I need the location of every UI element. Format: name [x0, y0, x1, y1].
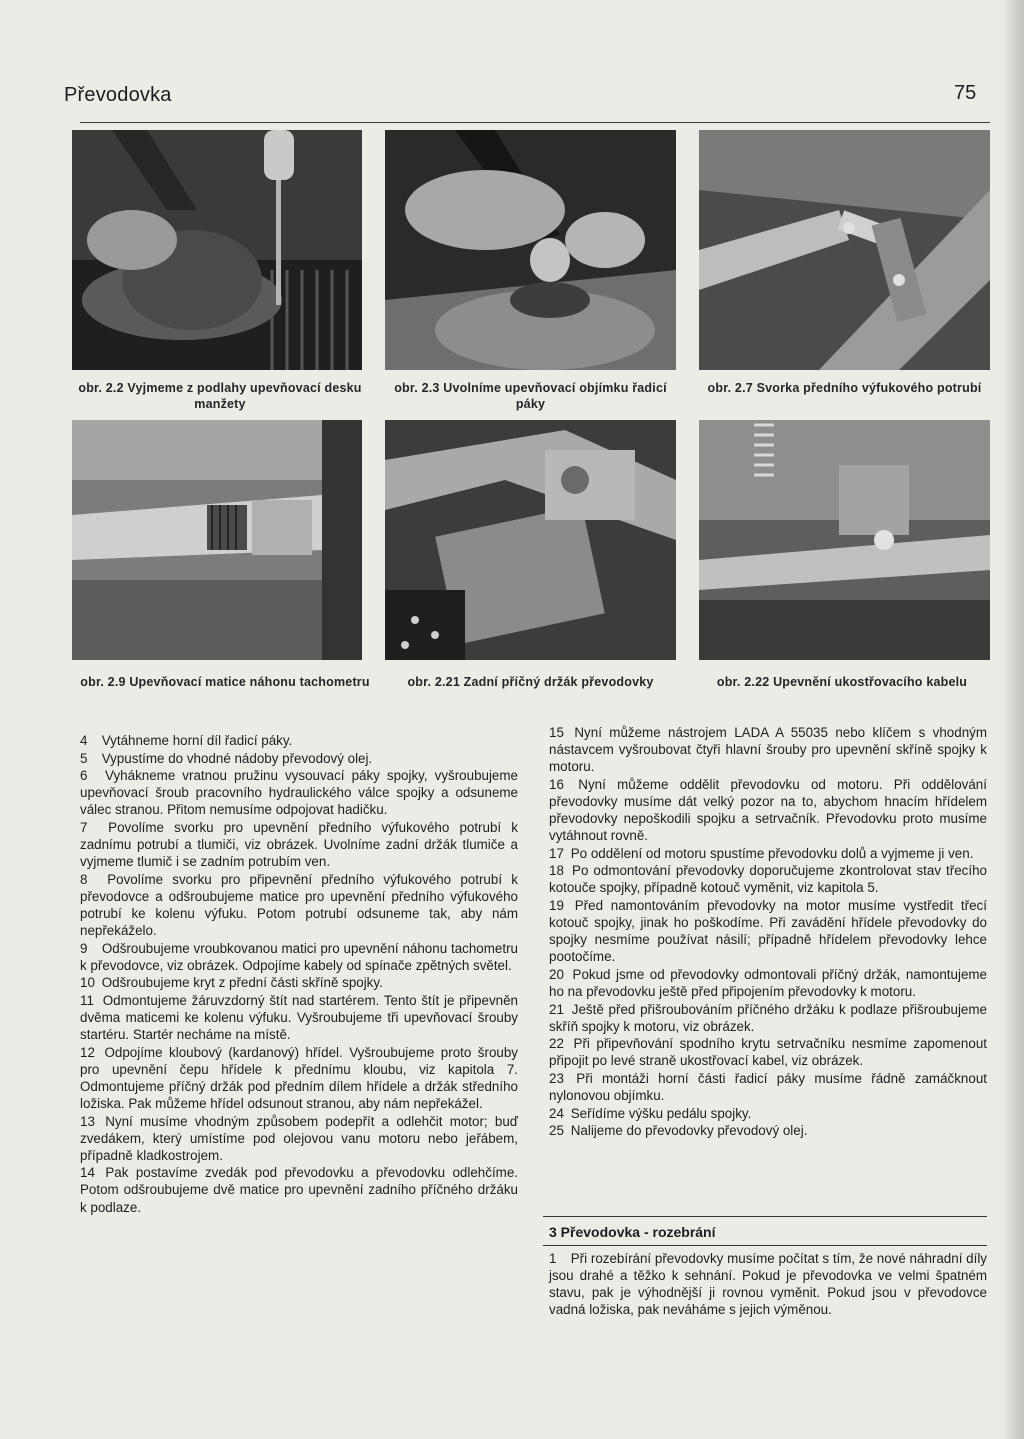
step-paragraph: 20 Pokud jsme od převodovky odmontovali příčný držák, namontujeme ho na převodovku ještě před připojením převodovky k motoru. — [549, 966, 987, 999]
photo-fig-2-22 — [699, 420, 990, 660]
step-paragraph: 13 Nyní musíme vhodným způsobem podepřít a odlehčit motor; buď zvedákem, který umístíme pod olejovou vanu motoru nebo jeřábem, případně kladkostrojem. — [80, 1113, 518, 1163]
step-paragraph: 6 Vyhákneme vratnou pružinu vysouvací páky spojky, vyšroubujeme upevňovací šroub pracovního hydraulického válce spojky a odsuneme válec stranou. Přitom nemusíme odpojovat hadičku. — [80, 768, 518, 818]
step-paragraph: 11 Odmontujeme žáruvzdorný štít nad startérem. Tento štít je připevněn dvěma maticemi ke kolenu výfuku. Vyšroubujeme tři upevňovací šrouby startéru. Startér necháme na místě. — [80, 992, 518, 1043]
step-paragraph: 23 Při montáži horní části řadicí páky musíme řádně zamáčknout nylonovou objímku. — [549, 1070, 987, 1103]
photo-fig-2-9 — [72, 420, 362, 660]
right-text-column — [549, 724, 987, 1140]
page-number: 75 — [954, 82, 977, 104]
page-edge-shadow — [1002, 0, 1024, 1439]
section-paragraph: 1 Při rozebírání převodovky musíme počítat s tím, že nové náhradní díly jsou drahé a těžko k sehnání. Pokud je převodovka ve velmi špatném stavu, pak je výhodnější ji rovnou vyměnit. Pokud jsou v převodovce vadná ložiska, pak neváháme s jejich výměnou. — [549, 1251, 987, 1318]
caption-fig-2-3: obr. 2.3 Uvolníme upevňovací objímku řadicí páky — [394, 381, 667, 411]
section-heading: 3 Převodovka - rozebrání — [543, 1216, 987, 1246]
step-paragraph: 22 Při připevňování spodního krytu setrvačníku nesmíme zapomenout připojit po levé straně ukostřovací kabel, viz obrázek. — [549, 1036, 987, 1069]
step-paragraph: 24 Seřídíme výšku pedálu spojky. — [549, 1105, 752, 1121]
step-paragraph: 21 Ještě před přišroubováním příčného držáku k podlaze přišroubujeme skříň spojky k motoru, viz obrázek. — [549, 1001, 987, 1034]
step-paragraph: 5 Vypustíme do vhodné nádoby převodový olej. — [80, 750, 373, 766]
step-paragraph: 17 Po oddělení od motoru spustíme převodovku dolů a vyjmeme ji ven. — [549, 845, 974, 861]
running-header-title: Převodovka — [64, 84, 172, 106]
step-paragraph: 25 Nalijeme do převodovky převodový olej. — [549, 1123, 808, 1139]
step-paragraph: 18 Po odmontování převodovky doporučujeme zkontrolovat stav třecího kotouče spojky, případně kotouč vyměnit, viz kapitola 5. — [549, 863, 987, 896]
step-paragraph: 8 Povolíme svorku pro připevnění předního výfukového potrubí k převodovce a odšroubujeme matice pro upevnění předního výfukového potrubí ke kolenu výfuku. Potom potrubí odsuneme tak, aby nám nepřekáželo. — [80, 871, 518, 939]
photo-fig-2-3 — [385, 130, 676, 370]
header-rule — [80, 122, 990, 123]
left-text-column — [80, 732, 518, 1216]
step-paragraph: 15 Nyní můžeme nástrojem LADA A 55035 nebo klíčem s vhodným nástavcem vyšroubovat čtyři hlavní šrouby pro upevnění skříně spojky k motoru. — [549, 725, 987, 775]
step-paragraph: 19 Před namontováním převodovky na motor musíme vystředit třecí kotouč spojky, jinak ho poškodíme. Při zavádění hřídele převodovky do spojky nesmíme používat násilí; případně hřídelem převodovky lehce pootočíme. — [549, 897, 987, 965]
step-paragraph: 12 Odpojíme kloubový (kardanový) hřídel. Vyšroubujeme proto šrouby pro upevnění čepu hřídele k přednímu kloubu, viz kapitola 7. Odmontujeme příčný držák pod předním dílem hřídele a držák středního ložiska. Pak můžeme hřídel odsunout stranou, aby nám nepřekážel. — [80, 1044, 518, 1111]
step-paragraph: 4 Vytáhneme horní díl řadicí páky. — [80, 733, 293, 748]
step-paragraph: 16 Nyní můžeme oddělit převodovku od motoru. Při oddělování převodovky musíme dát velký pozor na to, abychom hnacím hřídelem převodovky nepoškodili spojku a setrvačník. Převodovku proto musíme vytáhnout rovně. — [549, 776, 987, 844]
photo-fig-2-2 — [72, 130, 362, 370]
step-paragraph: 14 Pak postavíme zvedák pod převodovku a převodovku odlehčíme. Potom odšroubujeme dvě matice pro upevnění zadního příčného držáku k podlaze. — [80, 1165, 518, 1215]
caption-fig-2-2: obr. 2.2 Vyjmeme z podlahy upevňovací desku manžety — [78, 381, 362, 411]
caption-fig-2-21: obr. 2.21 Zadní příčný držák převodovky — [407, 675, 654, 689]
photo-fig-2-7 — [699, 130, 990, 370]
section-text — [549, 1250, 987, 1319]
step-paragraph: 7 Povolíme svorku pro upevnění předního výfukového potrubí k zadnímu potrubí a tlumiči, viz obrázek. Uvolníme zadní držák tlumiče a vyjmeme tlumič i se zadním potrubím ven. — [80, 819, 518, 870]
caption-fig-2-9: obr. 2.9 Upevňovací matice náhonu tachometru — [80, 675, 370, 689]
caption-fig-2-22: obr. 2.22 Upevnění ukostřovacího kabelu — [716, 675, 968, 689]
step-paragraph: 10 Odšroubujeme kryt z přední části skříně spojky. — [80, 975, 383, 991]
caption-fig-2-7: obr. 2.7 Svorka předního výfukového potrubí — [707, 381, 982, 395]
step-paragraph: 9 Odšroubujeme vroubkovanou matici pro upevnění náhonu tachometru k převodovce, viz obrázek. Odpojíme kabely od spínače zpětných světel. — [80, 940, 518, 973]
photo-fig-2-21 — [385, 420, 676, 660]
